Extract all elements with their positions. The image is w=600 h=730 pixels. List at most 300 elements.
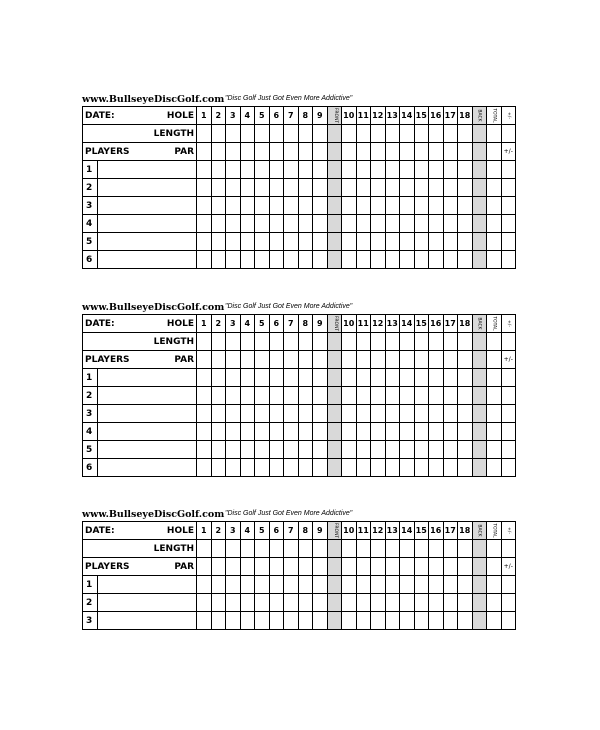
score-cell[interactable] bbox=[443, 576, 458, 594]
score-cell[interactable] bbox=[356, 233, 371, 251]
score-cell[interactable] bbox=[458, 594, 473, 612]
score-cell[interactable] bbox=[443, 369, 458, 387]
score-cell[interactable] bbox=[284, 387, 299, 405]
score-cell[interactable] bbox=[240, 161, 255, 179]
score-cell[interactable] bbox=[226, 369, 241, 387]
score-cell[interactable] bbox=[284, 423, 299, 441]
length-cell[interactable] bbox=[298, 333, 313, 351]
length-cell[interactable] bbox=[313, 125, 328, 143]
score-cell[interactable] bbox=[356, 423, 371, 441]
par-cell[interactable] bbox=[385, 558, 400, 576]
score-cell[interactable] bbox=[211, 612, 226, 630]
score-cell[interactable] bbox=[284, 441, 299, 459]
score-cell[interactable] bbox=[226, 423, 241, 441]
par-cell[interactable] bbox=[197, 143, 212, 161]
score-cell[interactable] bbox=[371, 161, 386, 179]
score-cell[interactable] bbox=[385, 215, 400, 233]
length-cell[interactable] bbox=[342, 125, 357, 143]
score-cell[interactable] bbox=[211, 459, 226, 477]
score-cell[interactable] bbox=[458, 233, 473, 251]
score-cell[interactable] bbox=[487, 161, 502, 179]
par-cell[interactable] bbox=[385, 351, 400, 369]
score-cell[interactable] bbox=[211, 441, 226, 459]
score-cell[interactable] bbox=[487, 459, 502, 477]
length-cell[interactable] bbox=[240, 540, 255, 558]
score-cell[interactable] bbox=[211, 161, 226, 179]
score-cell[interactable] bbox=[240, 233, 255, 251]
score-cell[interactable] bbox=[356, 612, 371, 630]
score-cell[interactable] bbox=[284, 369, 299, 387]
par-cell[interactable] bbox=[371, 558, 386, 576]
score-cell[interactable] bbox=[211, 594, 226, 612]
score-cell[interactable] bbox=[356, 459, 371, 477]
par-cell[interactable] bbox=[400, 558, 415, 576]
score-cell[interactable] bbox=[197, 251, 212, 269]
score-cell[interactable] bbox=[342, 251, 357, 269]
score-cell[interactable] bbox=[298, 423, 313, 441]
player-name-cell[interactable] bbox=[83, 215, 197, 233]
score-cell[interactable] bbox=[458, 197, 473, 215]
score-cell[interactable] bbox=[240, 441, 255, 459]
score-cell[interactable] bbox=[197, 612, 212, 630]
length-cell[interactable] bbox=[400, 333, 415, 351]
score-cell[interactable] bbox=[487, 594, 502, 612]
score-cell[interactable] bbox=[255, 233, 270, 251]
score-cell[interactable] bbox=[414, 369, 429, 387]
score-cell[interactable] bbox=[414, 441, 429, 459]
score-cell[interactable] bbox=[501, 215, 516, 233]
length-cell[interactable] bbox=[255, 333, 270, 351]
length-cell[interactable] bbox=[313, 540, 328, 558]
score-cell[interactable] bbox=[211, 369, 226, 387]
score-cell[interactable] bbox=[269, 459, 284, 477]
score-cell[interactable] bbox=[313, 441, 328, 459]
par-cell[interactable] bbox=[269, 143, 284, 161]
score-cell[interactable] bbox=[356, 369, 371, 387]
score-cell[interactable] bbox=[443, 251, 458, 269]
length-cell[interactable] bbox=[487, 540, 502, 558]
score-cell[interactable] bbox=[443, 459, 458, 477]
par-cell[interactable] bbox=[298, 558, 313, 576]
score-cell[interactable] bbox=[356, 161, 371, 179]
score-cell[interactable] bbox=[255, 197, 270, 215]
score-cell[interactable] bbox=[429, 576, 444, 594]
length-cell[interactable] bbox=[255, 125, 270, 143]
length-cell[interactable] bbox=[400, 125, 415, 143]
score-cell[interactable] bbox=[226, 441, 241, 459]
score-cell[interactable] bbox=[226, 197, 241, 215]
score-cell[interactable] bbox=[501, 161, 516, 179]
score-cell[interactable] bbox=[298, 215, 313, 233]
score-cell[interactable] bbox=[342, 179, 357, 197]
length-cell[interactable] bbox=[371, 333, 386, 351]
par-cell[interactable] bbox=[487, 558, 502, 576]
score-cell[interactable] bbox=[298, 441, 313, 459]
score-cell[interactable] bbox=[226, 251, 241, 269]
par-cell[interactable] bbox=[400, 351, 415, 369]
length-cell[interactable] bbox=[487, 333, 502, 351]
score-cell[interactable] bbox=[211, 576, 226, 594]
score-cell[interactable] bbox=[371, 576, 386, 594]
score-cell[interactable] bbox=[371, 387, 386, 405]
length-cell[interactable] bbox=[371, 125, 386, 143]
length-cell[interactable] bbox=[284, 125, 299, 143]
score-cell[interactable] bbox=[313, 459, 328, 477]
score-cell[interactable] bbox=[255, 576, 270, 594]
score-cell[interactable] bbox=[226, 405, 241, 423]
score-cell[interactable] bbox=[211, 179, 226, 197]
score-cell[interactable] bbox=[298, 405, 313, 423]
length-cell[interactable] bbox=[400, 540, 415, 558]
length-cell[interactable] bbox=[356, 125, 371, 143]
score-cell[interactable] bbox=[458, 441, 473, 459]
score-cell[interactable] bbox=[385, 233, 400, 251]
score-cell[interactable] bbox=[487, 405, 502, 423]
score-cell[interactable] bbox=[356, 197, 371, 215]
score-cell[interactable] bbox=[356, 441, 371, 459]
par-cell[interactable] bbox=[240, 558, 255, 576]
score-cell[interactable] bbox=[443, 233, 458, 251]
score-cell[interactable] bbox=[356, 576, 371, 594]
score-cell[interactable] bbox=[429, 197, 444, 215]
length-cell[interactable] bbox=[197, 540, 212, 558]
length-cell[interactable] bbox=[429, 333, 444, 351]
score-cell[interactable] bbox=[371, 197, 386, 215]
score-cell[interactable] bbox=[458, 387, 473, 405]
par-cell[interactable] bbox=[487, 351, 502, 369]
score-cell[interactable] bbox=[400, 423, 415, 441]
par-cell[interactable] bbox=[443, 558, 458, 576]
par-cell[interactable] bbox=[385, 143, 400, 161]
score-cell[interactable] bbox=[429, 369, 444, 387]
score-cell[interactable] bbox=[371, 594, 386, 612]
length-cell[interactable] bbox=[371, 540, 386, 558]
score-cell[interactable] bbox=[255, 441, 270, 459]
score-cell[interactable] bbox=[458, 459, 473, 477]
par-cell[interactable] bbox=[429, 351, 444, 369]
player-name-cell[interactable] bbox=[83, 576, 197, 594]
score-cell[interactable] bbox=[487, 441, 502, 459]
score-cell[interactable] bbox=[487, 197, 502, 215]
par-cell[interactable] bbox=[284, 558, 299, 576]
score-cell[interactable] bbox=[501, 251, 516, 269]
score-cell[interactable] bbox=[371, 369, 386, 387]
length-cell[interactable] bbox=[458, 333, 473, 351]
score-cell[interactable] bbox=[226, 576, 241, 594]
length-cell[interactable] bbox=[269, 333, 284, 351]
par-cell[interactable] bbox=[313, 558, 328, 576]
score-cell[interactable] bbox=[298, 197, 313, 215]
score-cell[interactable] bbox=[211, 387, 226, 405]
score-cell[interactable] bbox=[385, 612, 400, 630]
score-cell[interactable] bbox=[400, 161, 415, 179]
score-cell[interactable] bbox=[284, 251, 299, 269]
par-cell[interactable] bbox=[197, 558, 212, 576]
score-cell[interactable] bbox=[458, 251, 473, 269]
score-cell[interactable] bbox=[400, 441, 415, 459]
length-cell[interactable] bbox=[342, 333, 357, 351]
score-cell[interactable] bbox=[443, 441, 458, 459]
par-cell[interactable] bbox=[458, 351, 473, 369]
score-cell[interactable] bbox=[385, 251, 400, 269]
score-cell[interactable] bbox=[240, 369, 255, 387]
score-cell[interactable] bbox=[501, 441, 516, 459]
score-cell[interactable] bbox=[501, 459, 516, 477]
score-cell[interactable] bbox=[298, 251, 313, 269]
score-cell[interactable] bbox=[313, 423, 328, 441]
score-cell[interactable] bbox=[458, 215, 473, 233]
score-cell[interactable] bbox=[269, 423, 284, 441]
score-cell[interactable] bbox=[400, 594, 415, 612]
score-cell[interactable] bbox=[429, 251, 444, 269]
score-cell[interactable] bbox=[284, 233, 299, 251]
score-cell[interactable] bbox=[443, 387, 458, 405]
score-cell[interactable] bbox=[487, 423, 502, 441]
score-cell[interactable] bbox=[211, 215, 226, 233]
score-cell[interactable] bbox=[400, 612, 415, 630]
score-cell[interactable] bbox=[443, 197, 458, 215]
player-name-cell[interactable] bbox=[83, 405, 197, 423]
score-cell[interactable] bbox=[443, 161, 458, 179]
par-cell[interactable] bbox=[211, 143, 226, 161]
score-cell[interactable] bbox=[443, 405, 458, 423]
score-cell[interactable] bbox=[269, 197, 284, 215]
par-cell[interactable] bbox=[240, 143, 255, 161]
score-cell[interactable] bbox=[458, 423, 473, 441]
score-cell[interactable] bbox=[197, 405, 212, 423]
score-cell[interactable] bbox=[269, 387, 284, 405]
score-cell[interactable] bbox=[385, 161, 400, 179]
par-cell[interactable] bbox=[371, 351, 386, 369]
score-cell[interactable] bbox=[385, 459, 400, 477]
score-cell[interactable] bbox=[501, 594, 516, 612]
score-cell[interactable] bbox=[371, 405, 386, 423]
par-cell[interactable] bbox=[429, 143, 444, 161]
par-cell[interactable] bbox=[313, 351, 328, 369]
score-cell[interactable] bbox=[255, 387, 270, 405]
score-cell[interactable] bbox=[240, 423, 255, 441]
length-cell[interactable] bbox=[269, 125, 284, 143]
par-cell[interactable] bbox=[298, 143, 313, 161]
length-cell[interactable] bbox=[443, 540, 458, 558]
score-cell[interactable] bbox=[298, 459, 313, 477]
score-cell[interactable] bbox=[255, 612, 270, 630]
length-cell[interactable] bbox=[356, 540, 371, 558]
player-name-cell[interactable] bbox=[83, 179, 197, 197]
par-cell[interactable] bbox=[313, 143, 328, 161]
score-cell[interactable] bbox=[211, 197, 226, 215]
score-cell[interactable] bbox=[400, 576, 415, 594]
score-cell[interactable] bbox=[487, 369, 502, 387]
player-name-cell[interactable] bbox=[83, 423, 197, 441]
score-cell[interactable] bbox=[487, 215, 502, 233]
score-cell[interactable] bbox=[385, 423, 400, 441]
score-cell[interactable] bbox=[342, 459, 357, 477]
score-cell[interactable] bbox=[197, 441, 212, 459]
score-cell[interactable] bbox=[197, 594, 212, 612]
score-cell[interactable] bbox=[400, 233, 415, 251]
length-cell[interactable] bbox=[313, 333, 328, 351]
score-cell[interactable] bbox=[197, 179, 212, 197]
score-cell[interactable] bbox=[443, 612, 458, 630]
score-cell[interactable] bbox=[429, 423, 444, 441]
score-cell[interactable] bbox=[371, 251, 386, 269]
par-cell[interactable] bbox=[356, 351, 371, 369]
score-cell[interactable] bbox=[197, 197, 212, 215]
score-cell[interactable] bbox=[371, 441, 386, 459]
score-cell[interactable] bbox=[269, 215, 284, 233]
par-cell[interactable] bbox=[226, 143, 241, 161]
par-cell[interactable] bbox=[400, 143, 415, 161]
score-cell[interactable] bbox=[356, 594, 371, 612]
score-cell[interactable] bbox=[211, 405, 226, 423]
length-cell[interactable] bbox=[211, 540, 226, 558]
score-cell[interactable] bbox=[501, 576, 516, 594]
score-cell[interactable] bbox=[400, 387, 415, 405]
score-cell[interactable] bbox=[400, 197, 415, 215]
par-cell[interactable] bbox=[226, 351, 241, 369]
score-cell[interactable] bbox=[313, 576, 328, 594]
length-cell[interactable] bbox=[226, 125, 241, 143]
par-cell[interactable] bbox=[342, 558, 357, 576]
score-cell[interactable] bbox=[429, 233, 444, 251]
player-name-cell[interactable] bbox=[83, 197, 197, 215]
score-cell[interactable] bbox=[342, 197, 357, 215]
length-cell[interactable] bbox=[501, 540, 516, 558]
score-cell[interactable] bbox=[414, 387, 429, 405]
score-cell[interactable] bbox=[298, 576, 313, 594]
score-cell[interactable] bbox=[197, 576, 212, 594]
par-cell[interactable] bbox=[443, 143, 458, 161]
score-cell[interactable] bbox=[429, 459, 444, 477]
length-cell[interactable] bbox=[226, 333, 241, 351]
length-cell[interactable] bbox=[414, 125, 429, 143]
score-cell[interactable] bbox=[429, 179, 444, 197]
score-cell[interactable] bbox=[487, 612, 502, 630]
score-cell[interactable] bbox=[269, 612, 284, 630]
score-cell[interactable] bbox=[443, 179, 458, 197]
score-cell[interactable] bbox=[429, 387, 444, 405]
score-cell[interactable] bbox=[313, 369, 328, 387]
length-cell[interactable] bbox=[414, 333, 429, 351]
score-cell[interactable] bbox=[371, 179, 386, 197]
score-cell[interactable] bbox=[211, 423, 226, 441]
length-cell[interactable] bbox=[197, 125, 212, 143]
score-cell[interactable] bbox=[269, 405, 284, 423]
score-cell[interactable] bbox=[342, 369, 357, 387]
par-cell[interactable] bbox=[356, 558, 371, 576]
score-cell[interactable] bbox=[255, 423, 270, 441]
score-cell[interactable] bbox=[385, 387, 400, 405]
score-cell[interactable] bbox=[313, 179, 328, 197]
par-cell[interactable] bbox=[211, 558, 226, 576]
score-cell[interactable] bbox=[371, 233, 386, 251]
score-cell[interactable] bbox=[313, 405, 328, 423]
score-cell[interactable] bbox=[284, 459, 299, 477]
par-cell[interactable] bbox=[356, 143, 371, 161]
par-cell[interactable] bbox=[458, 143, 473, 161]
score-cell[interactable] bbox=[255, 161, 270, 179]
score-cell[interactable] bbox=[458, 369, 473, 387]
score-cell[interactable] bbox=[284, 594, 299, 612]
score-cell[interactable] bbox=[342, 576, 357, 594]
score-cell[interactable] bbox=[298, 179, 313, 197]
score-cell[interactable] bbox=[429, 612, 444, 630]
score-cell[interactable] bbox=[211, 251, 226, 269]
length-cell[interactable] bbox=[458, 125, 473, 143]
length-cell[interactable] bbox=[240, 333, 255, 351]
par-cell[interactable] bbox=[255, 558, 270, 576]
score-cell[interactable] bbox=[356, 405, 371, 423]
score-cell[interactable] bbox=[501, 612, 516, 630]
score-cell[interactable] bbox=[501, 387, 516, 405]
par-cell[interactable] bbox=[226, 558, 241, 576]
score-cell[interactable] bbox=[226, 594, 241, 612]
score-cell[interactable] bbox=[501, 405, 516, 423]
length-cell[interactable] bbox=[429, 540, 444, 558]
par-cell[interactable] bbox=[211, 351, 226, 369]
score-cell[interactable] bbox=[501, 179, 516, 197]
par-cell[interactable] bbox=[487, 143, 502, 161]
score-cell[interactable] bbox=[414, 405, 429, 423]
score-cell[interactable] bbox=[226, 612, 241, 630]
length-cell[interactable] bbox=[342, 540, 357, 558]
player-name-cell[interactable] bbox=[83, 441, 197, 459]
length-cell[interactable] bbox=[284, 540, 299, 558]
score-cell[interactable] bbox=[458, 612, 473, 630]
score-cell[interactable] bbox=[255, 369, 270, 387]
score-cell[interactable] bbox=[313, 387, 328, 405]
score-cell[interactable] bbox=[313, 594, 328, 612]
par-cell[interactable] bbox=[269, 558, 284, 576]
score-cell[interactable] bbox=[356, 215, 371, 233]
score-cell[interactable] bbox=[313, 251, 328, 269]
length-cell[interactable] bbox=[443, 125, 458, 143]
length-cell[interactable] bbox=[284, 333, 299, 351]
par-cell[interactable] bbox=[443, 351, 458, 369]
score-cell[interactable] bbox=[400, 215, 415, 233]
par-cell[interactable] bbox=[371, 143, 386, 161]
length-cell[interactable] bbox=[385, 125, 400, 143]
score-cell[interactable] bbox=[298, 387, 313, 405]
score-cell[interactable] bbox=[414, 179, 429, 197]
score-cell[interactable] bbox=[429, 405, 444, 423]
score-cell[interactable] bbox=[240, 197, 255, 215]
score-cell[interactable] bbox=[269, 179, 284, 197]
score-cell[interactable] bbox=[240, 594, 255, 612]
par-cell[interactable] bbox=[342, 351, 357, 369]
score-cell[interactable] bbox=[414, 459, 429, 477]
score-cell[interactable] bbox=[269, 576, 284, 594]
score-cell[interactable] bbox=[400, 251, 415, 269]
length-cell[interactable] bbox=[385, 333, 400, 351]
score-cell[interactable] bbox=[400, 179, 415, 197]
score-cell[interactable] bbox=[385, 594, 400, 612]
score-cell[interactable] bbox=[501, 369, 516, 387]
score-cell[interactable] bbox=[385, 576, 400, 594]
score-cell[interactable] bbox=[298, 594, 313, 612]
score-cell[interactable] bbox=[356, 251, 371, 269]
score-cell[interactable] bbox=[501, 233, 516, 251]
score-cell[interactable] bbox=[458, 161, 473, 179]
length-cell[interactable] bbox=[226, 540, 241, 558]
score-cell[interactable] bbox=[284, 215, 299, 233]
score-cell[interactable] bbox=[255, 405, 270, 423]
par-cell[interactable] bbox=[342, 143, 357, 161]
score-cell[interactable] bbox=[197, 387, 212, 405]
score-cell[interactable] bbox=[269, 441, 284, 459]
score-cell[interactable] bbox=[269, 161, 284, 179]
